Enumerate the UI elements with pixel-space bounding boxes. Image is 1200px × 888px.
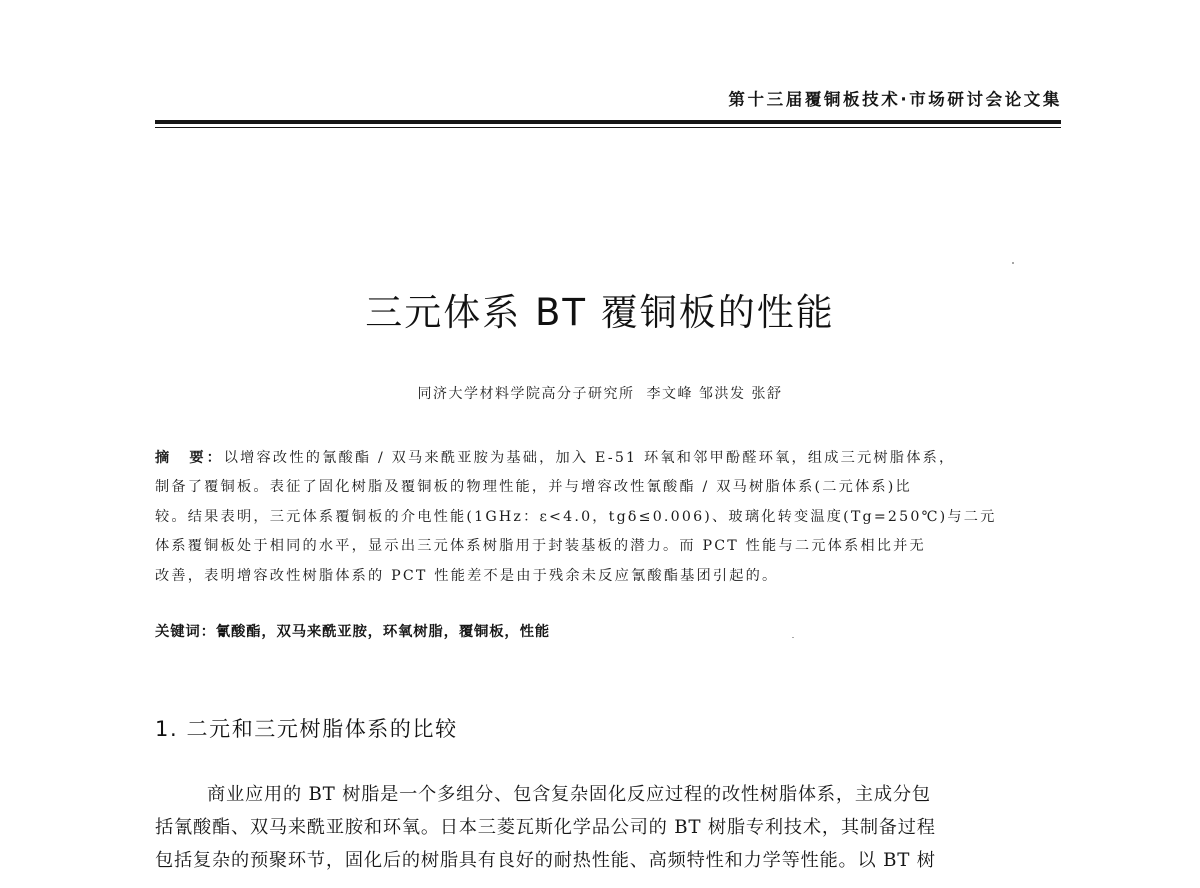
body-line: 包括复杂的预聚环节，固化后的树脂具有良好的耐热性能、高频特性和力学等性能。以 BT 树 bbox=[155, 850, 936, 871]
author-names: 李文峰 邹洪发 张舒 bbox=[646, 386, 783, 402]
abstract-line: 较。结果表明，三元体系覆铜板的介电性能(1GHz：ε<4.0，tgδ≤0.006)、玻璃化转变温度(Tg=250℃)与二元 bbox=[155, 508, 997, 525]
scan-speck bbox=[1012, 262, 1014, 264]
scan-speck bbox=[792, 637, 794, 638]
abstract-line: 制备了覆铜板。表征了固化树脂及覆铜板的物理性能，并与增容改性氰酸酯 / 双马树脂体系(二元体系)比 bbox=[155, 479, 912, 496]
abstract-label: 摘 要： bbox=[155, 450, 224, 466]
author-line bbox=[0, 383, 1200, 403]
section-heading: 1. 二元和三元树脂体系的比较 bbox=[155, 717, 458, 741]
header-rule-thick bbox=[155, 120, 1061, 124]
body-line: 括氰酸酯、双马来酰亚胺和环氧。日本三菱瓦斯化学品公司的 BT 树脂专利技术，其制备过程 bbox=[155, 817, 936, 838]
abstract-line: 体系覆铜板处于相同的水平，显示出三元体系树脂用于封装基板的潜力。而 PCT 性能与二元体系相比并无 bbox=[155, 538, 926, 555]
header-rule-thin bbox=[155, 127, 1061, 128]
body-line: 商业应用的 BT 树脂是一个多组分、包含复杂固化反应过程的改性树脂体系，主成分包 bbox=[207, 784, 931, 805]
section-body bbox=[155, 778, 1061, 877]
abstract-text: 以增容改性的氰酸酯 / 双马来酰亚胺为基础，加入 E-51 环氧和邻甲酚醛环氧，组成三元树脂体系， bbox=[223, 450, 956, 466]
keywords: 关键词：氰酸酯，双马来酰亚胺，环氧树脂，覆铜板，性能 bbox=[155, 624, 550, 640]
affiliation: 同济大学材料学院高分子研究所 bbox=[417, 386, 635, 402]
paper-title: 三元体系 BT 覆铜板的性能 bbox=[365, 291, 835, 334]
running-header: 第十三届覆铜板技术·市场研讨会论文集 bbox=[728, 90, 1062, 109]
abstract bbox=[155, 444, 1061, 591]
abstract-line bbox=[155, 444, 1061, 473]
abstract-line: 改善，表明增容改性树脂体系的 PCT 性能差不是由于残余未反应氰酸酯基团引起的。 bbox=[155, 567, 779, 584]
